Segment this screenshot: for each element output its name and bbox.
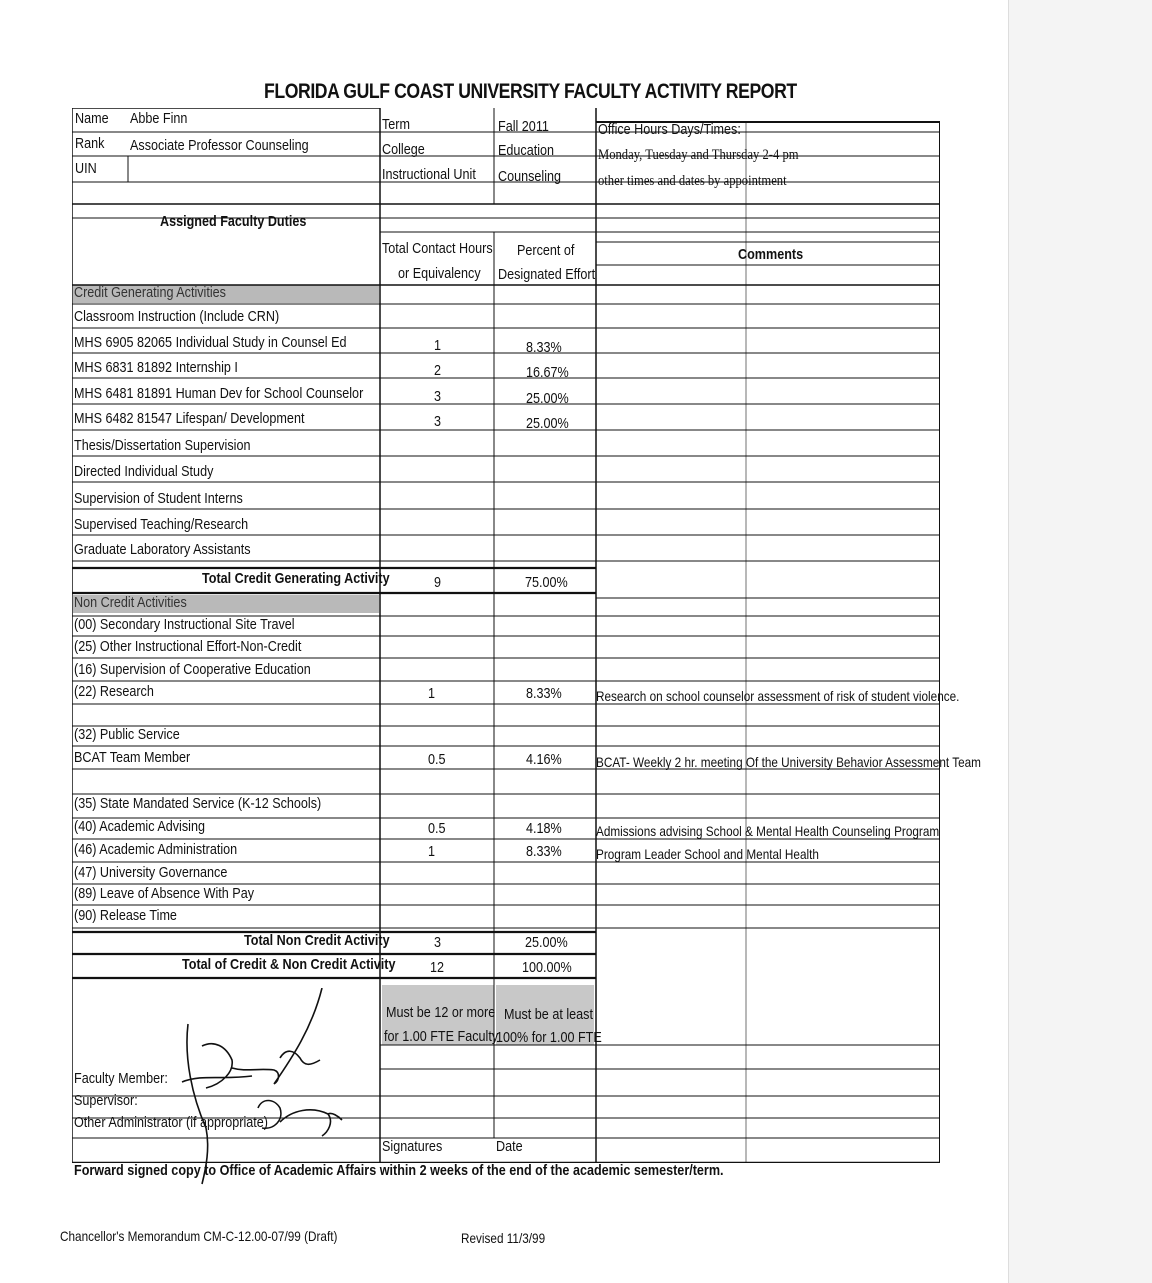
credit-row-percent: 25.00% (526, 415, 569, 432)
other-admin-label: Other Administrator (if appropriate) (74, 1114, 268, 1131)
grand-total-percent: 100.00% (522, 959, 572, 976)
credit-row-label: Classroom Instruction (Include CRN) (74, 308, 280, 325)
credit-row-label: Supervised Teaching/Research (74, 516, 249, 533)
credit-row-label: MHS 6481 81891 Human Dev for School Counselor (74, 385, 364, 402)
noncredit-row-label: (22) Research (74, 683, 154, 700)
duties-heading: Assigned Faculty Duties (160, 213, 307, 230)
noncredit-row-label: (90) Release Time (74, 907, 177, 924)
grand-total-label: Total of Credit & Non Credit Activity (182, 956, 396, 973)
term-label: Term (382, 116, 411, 133)
name-label: Name (75, 110, 109, 127)
date-label: Date (496, 1138, 523, 1155)
uin-label: UIN (75, 160, 97, 177)
noncredit-row-comment: Program Leader School and Mental Health (596, 846, 819, 862)
credit-row-label: Graduate Laboratory Assistants (74, 541, 251, 558)
noncredit-row-label: BCAT Team Member (74, 749, 191, 766)
submission-instruction: Forward signed copy to Office of Academic Affairs within 2 weeks of the end of the academic semester/term. (74, 1162, 724, 1179)
noncredit-row-label: (40) Academic Advising (74, 818, 205, 835)
noncredit-row-label: (47) University Governance (74, 864, 228, 881)
noncredit-row-hours: 1 (428, 685, 436, 702)
noncredit-row-percent: 4.18% (526, 820, 562, 837)
report-title: FLORIDA GULF COAST UNIVERSITY FACULTY ACTIVITY REPORT (264, 80, 797, 103)
college-label: College (382, 141, 425, 158)
credit-row-label: Thesis/Dissertation Supervision (74, 437, 251, 454)
credit-row-label: Supervision of Student Interns (74, 490, 243, 507)
activity-report-form (72, 108, 981, 1163)
rank-label: Rank (75, 135, 105, 152)
hours-heading-1: Total Contact Hours (382, 240, 493, 257)
percent-requirement-2: 100% for 1.00 FTE (496, 1029, 602, 1046)
college-value: Education (498, 142, 555, 159)
noncredit-row-label: (00) Secondary Instructional Site Travel (74, 616, 295, 633)
name-value: Abbe Finn (130, 110, 188, 127)
credit-total-hours: 9 (434, 574, 442, 591)
unit-value: Counseling (498, 168, 562, 185)
noncredit-total-percent: 25.00% (525, 934, 568, 951)
signatures-label: Signatures (382, 1138, 443, 1155)
hours-requirement-2: for 1.00 FTE Faculty (384, 1028, 499, 1045)
noncredit-row-label: (25) Other Instructional Effort-Non-Credit (74, 638, 302, 655)
noncredit-row-hours: 0.5 (428, 820, 446, 837)
comments-heading: Comments (738, 246, 804, 263)
noncredit-row-label: (35) State Mandated Service (K-12 Schools) (74, 795, 322, 812)
term-value: Fall 2011 (498, 118, 549, 135)
noncredit-row-percent: 8.33% (526, 843, 562, 860)
office-hours-label: Office Hours Days/Times: (598, 121, 741, 138)
grand-total-hours: 12 (430, 959, 445, 976)
noncredit-total-hours: 3 (434, 934, 442, 951)
hours-requirement-1: Must be 12 or more (386, 1004, 496, 1021)
percent-heading-2: Designated Effort (498, 266, 596, 283)
unit-label: Instructional Unit (382, 166, 476, 183)
noncredit-row-label: (32) Public Service (74, 726, 180, 743)
noncredit-row-label: (46) Academic Administration (74, 841, 238, 858)
rank-value: Associate Professor Counseling (130, 137, 309, 154)
credit-row-hours: 1 (434, 337, 442, 354)
credit-row-percent: 16.67% (526, 364, 569, 381)
noncredit-row-percent: 4.16% (526, 751, 562, 768)
credit-row-label: MHS 6482 81547 Lifespan/ Development (74, 410, 305, 427)
hours-heading-2: or Equivalency (398, 265, 481, 282)
noncredit-row-comment: BCAT- Weekly 2 hr. meeting Of the University Behavior Assessment Team (596, 754, 981, 770)
credit-total-percent: 75.00% (525, 574, 568, 591)
credit-row-hours: 3 (434, 413, 442, 430)
memorandum-reference: Chancellor's Memorandum CM-C-12.00-07/99 (Draft) (60, 1228, 338, 1244)
faculty-signature (162, 988, 462, 1188)
credit-row-percent: 25.00% (526, 390, 569, 407)
credit-row-percent: 8.33% (526, 339, 562, 356)
noncredit-row-comment: Admissions advising School & Mental Health Counseling Program (596, 823, 940, 839)
noncredit-row-percent: 8.33% (526, 685, 562, 702)
percent-heading-1: Percent of (517, 242, 575, 259)
noncredit-row-label: (16) Supervision of Cooperative Education (74, 661, 311, 678)
office-hours-line1: Monday, Tuesday and Thursday 2-4 pm (598, 147, 799, 163)
credit-row-hours: 2 (434, 362, 442, 379)
noncredit-section-label: Non Credit Activities (74, 594, 187, 611)
noncredit-row-hours: 0.5 (428, 751, 446, 768)
revision-date: Revised 11/3/99 (461, 1230, 546, 1246)
noncredit-row-label: (89) Leave of Absence With Pay (74, 885, 255, 902)
credit-total-label: Total Credit Generating Activity (202, 570, 390, 587)
noncredit-total-label: Total Non Credit Activity (244, 932, 390, 949)
office-hours-line2: other times and dates by appointment (598, 173, 787, 189)
noncredit-row-hours: 1 (428, 843, 436, 860)
percent-requirement-1: Must be at least (504, 1006, 593, 1023)
credit-row-label: MHS 6905 82065 Individual Study in Counsel Ed (74, 334, 347, 351)
credit-row-label: MHS 6831 81892 Internship I (74, 359, 238, 376)
credit-row-hours: 3 (434, 388, 442, 405)
faculty-member-label: Faculty Member: (74, 1070, 168, 1087)
supervisor-label: Supervisor: (74, 1092, 138, 1109)
credit-section-label: Credit Generating Activities (74, 284, 226, 301)
scan-margin (1008, 0, 1152, 1283)
noncredit-row-comment: Research on school counselor assessment of risk of student violence. (596, 688, 960, 704)
credit-row-label: Directed Individual Study (74, 463, 214, 480)
